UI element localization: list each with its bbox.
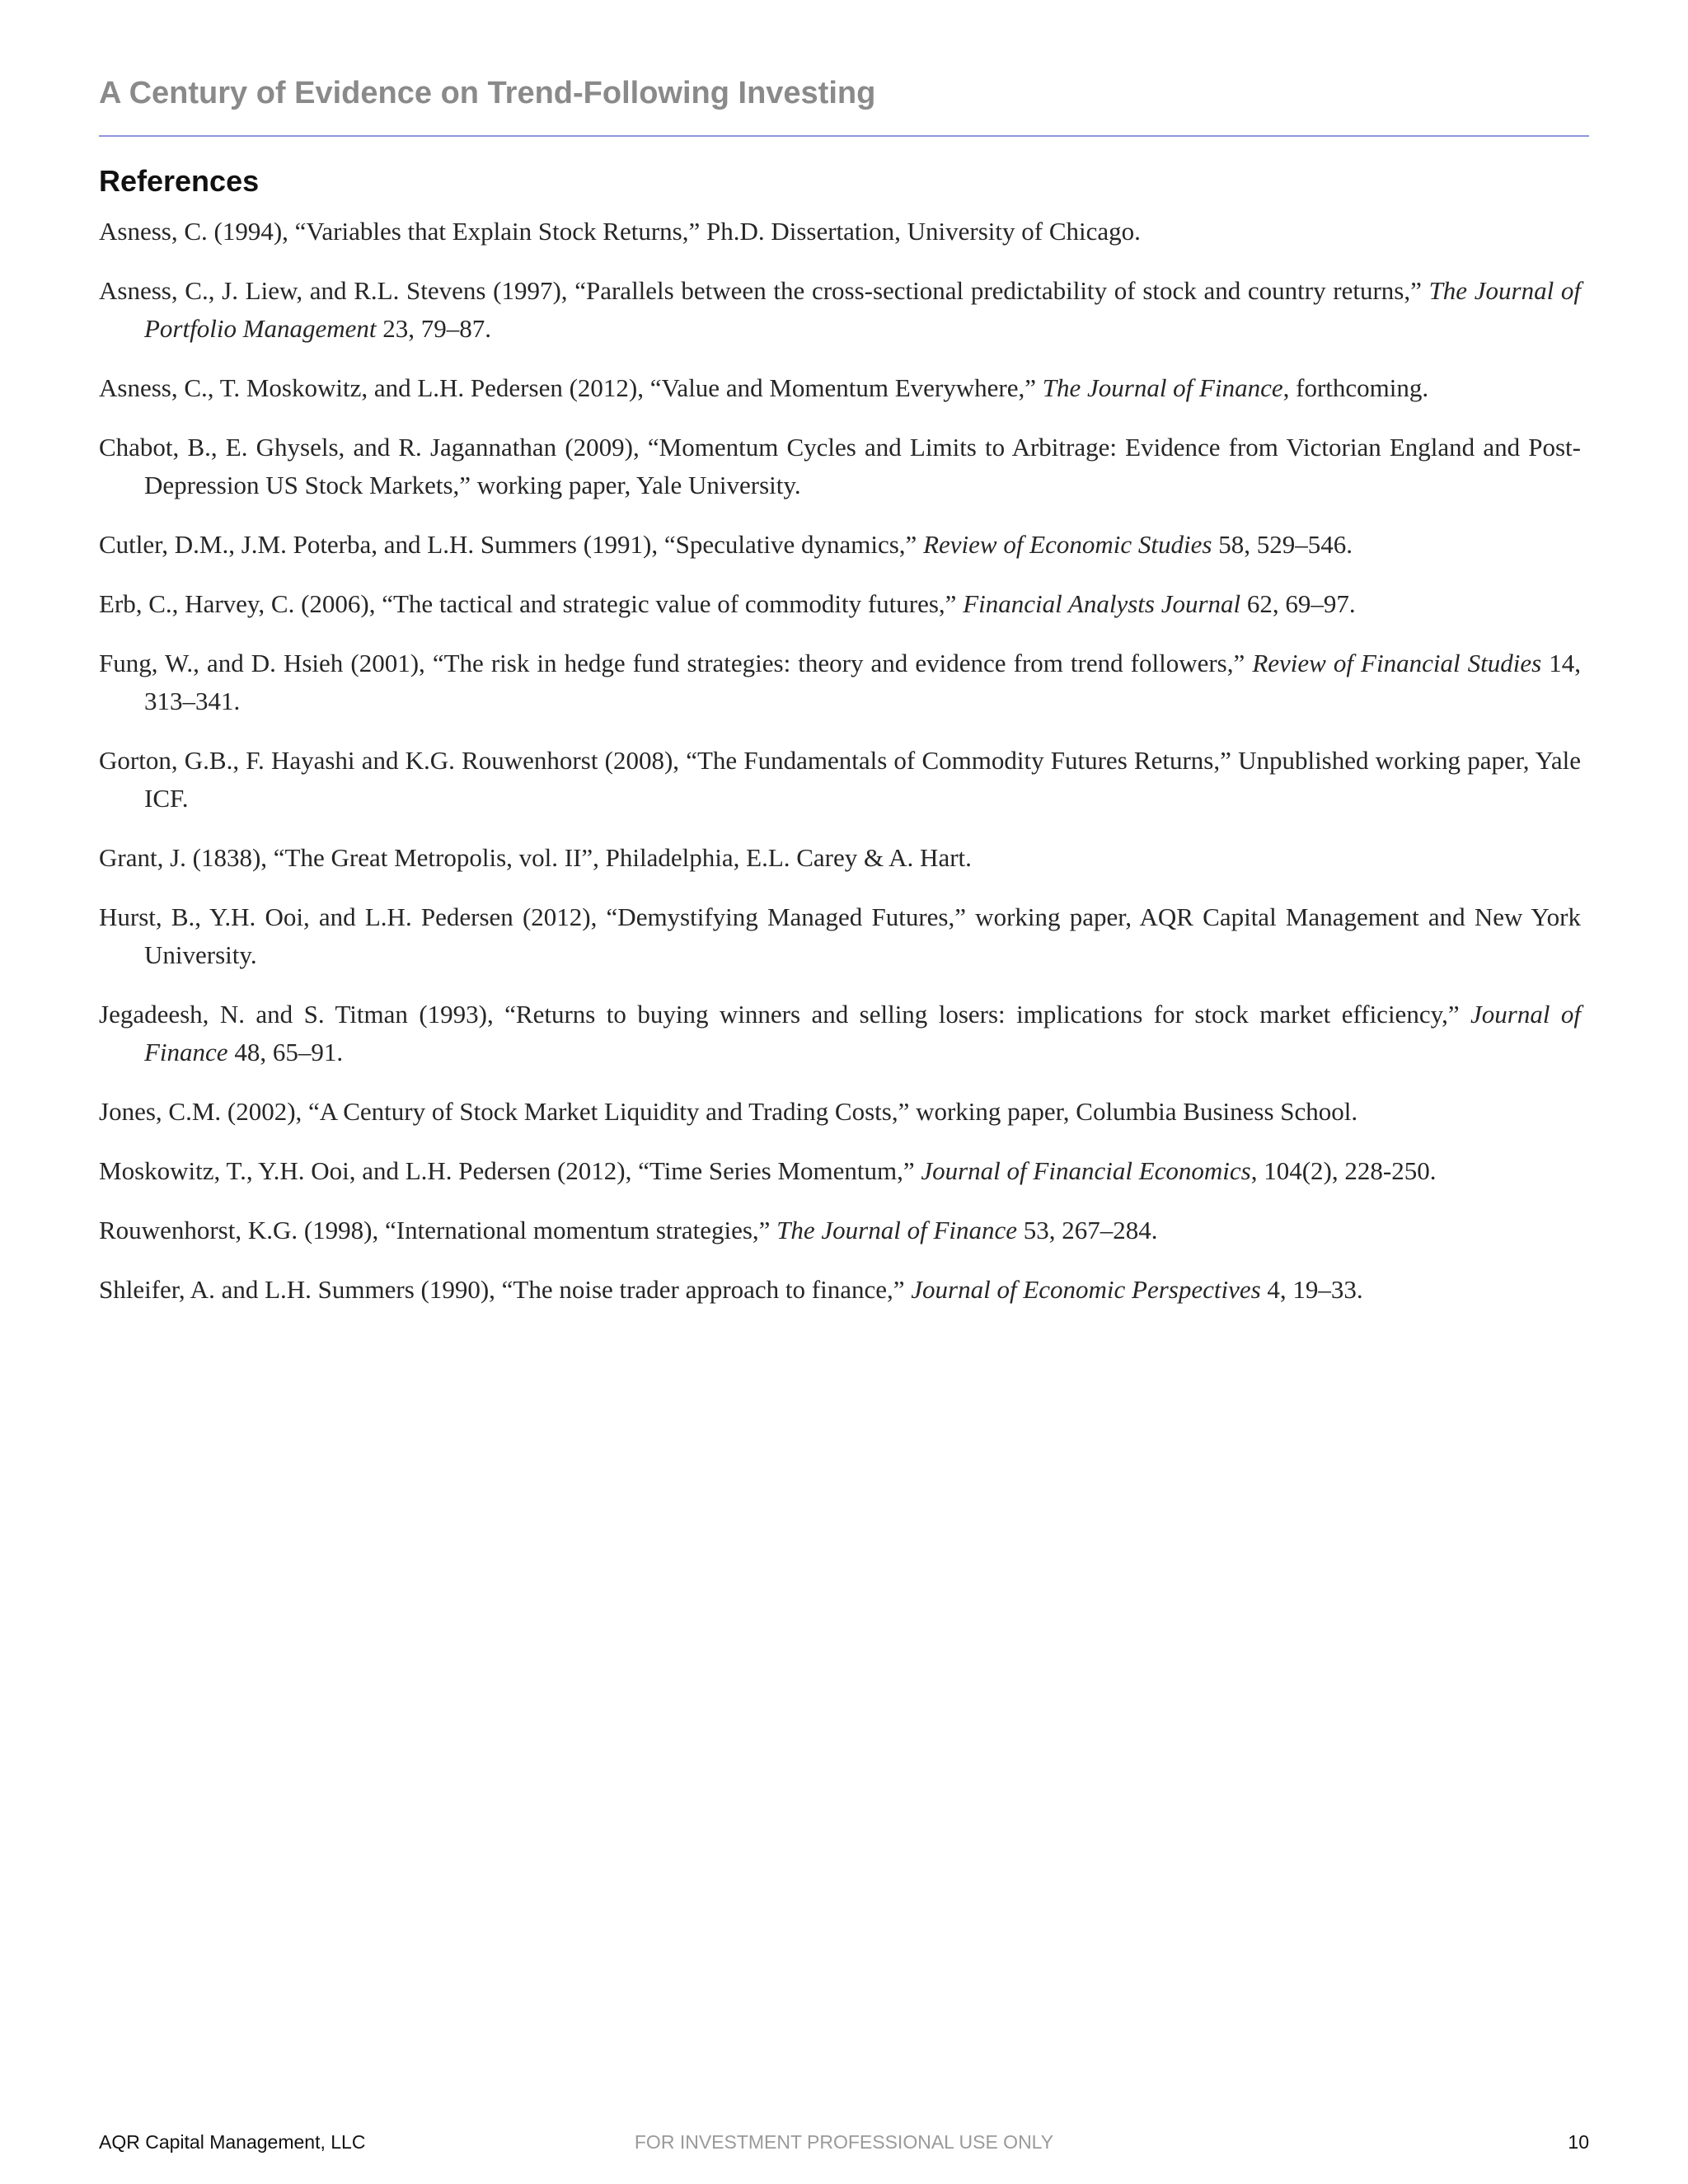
- reference-journal: The Journal of Portfolio Management: [144, 276, 1581, 343]
- reference-text: Jones, C.M. (2002), “A Century of Stock Market Liquidity and Trading Costs,” working paper, Columbia Business School.: [99, 1097, 1358, 1126]
- reference-text: Fung, W., and D. Hsieh (2001), “The risk in hedge fund strategies: theory and evidence from trend followers,”: [99, 649, 1253, 677]
- reference-text: Asness, C., J. Liew, and R.L. Stevens (1997), “Parallels between the cross-sectional predictability of stock and country returns,”: [99, 276, 1429, 305]
- reference-details: , forthcoming.: [1282, 373, 1429, 402]
- reference-details: 58, 529–546.: [1212, 530, 1353, 559]
- reference-details: 62, 69–97.: [1240, 589, 1356, 618]
- page-number: 10: [1568, 2131, 1589, 2153]
- reference-journal: Review of Financial Studies: [1252, 649, 1542, 677]
- page-header: [99, 74, 1589, 137]
- reference-item: [99, 526, 1581, 564]
- reference-journal: The Journal of Finance: [1042, 373, 1283, 402]
- reference-journal: The Journal of Finance: [776, 1216, 1018, 1244]
- reference-text: Rouwenhorst, K.G. (1998), “International momentum strategies,”: [99, 1216, 777, 1244]
- section-heading: References: [99, 164, 260, 198]
- reference-details: 23, 79–87.: [376, 314, 492, 343]
- reference-text: Jegadeesh, N. and S. Titman (1993), “Returns to buying winners and selling losers: implications for stock market efficiency,”: [99, 1000, 1471, 1029]
- footer-company: AQR Capital Management, LLC: [99, 2131, 366, 2153]
- reference-item: [99, 272, 1581, 348]
- reference-item: [99, 742, 1581, 818]
- reference-item: [99, 1152, 1581, 1190]
- reference-details: 48, 65–91.: [227, 1038, 344, 1066]
- reference-item: [99, 839, 1581, 877]
- reference-details: , 104(2), 228-250.: [1250, 1156, 1437, 1185]
- reference-item: [99, 369, 1581, 407]
- reference-text: Asness, C. (1994), “Variables that Explain Stock Returns,” Ph.D. Dissertation, University of Chicago.: [99, 217, 1141, 246]
- reference-item: [99, 1093, 1581, 1131]
- reference-journal: Journal of Finance: [144, 1000, 1581, 1066]
- reference-item: [99, 429, 1581, 504]
- reference-details: 14, 313–341.: [144, 649, 1582, 715]
- reference-text: Cutler, D.M., J.M. Poterba, and L.H. Summers (1991), “Speculative dynamics,”: [99, 530, 924, 559]
- reference-details: 53, 267–284.: [1017, 1216, 1158, 1244]
- reference-journal: Journal of Economic Perspectives: [911, 1275, 1261, 1304]
- reference-item: [99, 1271, 1581, 1309]
- reference-journal: Review of Economic Studies: [923, 530, 1212, 559]
- reference-text: Hurst, B., Y.H. Ooi, and L.H. Pedersen (2012), “Demystifying Managed Futures,” working paper, AQR Capital Management and New York University.: [99, 902, 1581, 969]
- reference-item: [99, 644, 1581, 720]
- reference-details: 4, 19–33.: [1260, 1275, 1363, 1304]
- reference-item: [99, 213, 1581, 251]
- reference-text: Asness, C., T. Moskowitz, and L.H. Pedersen (2012), “Value and Momentum Everywhere,”: [99, 373, 1043, 402]
- reference-text: Grant, J. (1838), “The Great Metropolis, vol. II”, Philadelphia, E.L. Carey & A. Hart.: [99, 843, 972, 872]
- reference-text: Shleifer, A. and L.H. Summers (1990), “The noise trader approach to finance,”: [99, 1275, 912, 1304]
- page-footer: [99, 2131, 1589, 2164]
- reference-item: [99, 996, 1581, 1071]
- reference-item: [99, 898, 1581, 974]
- reference-text: Moskowitz, T., Y.H. Ooi, and L.H. Pedersen (2012), “Time Series Momentum,”: [99, 1156, 921, 1185]
- reference-journal: Journal of Financial Economics: [921, 1156, 1251, 1185]
- reference-item: [99, 1212, 1581, 1249]
- running-title: A Century of Evidence on Trend-Following Investing: [99, 76, 876, 110]
- footer-disclaimer: FOR INVESTMENT PROFESSIONAL USE ONLY: [634, 2131, 1054, 2153]
- reference-text: Chabot, B., E. Ghysels, and R. Jagannathan (2009), “Momentum Cycles and Limits to Arbitrage: Evidence from Victorian England and Post-Depression US Stock Markets,” working paper, Yale University.: [99, 433, 1581, 499]
- reference-journal: Financial Analysts Journal: [963, 589, 1241, 618]
- reference-list: [99, 213, 1581, 1330]
- reference-text: Gorton, G.B., F. Hayashi and K.G. Rouwenhorst (2008), “The Fundamentals of Commodity Futures Returns,” Unpublished working paper, Yale ICF.: [99, 746, 1581, 813]
- reference-text: Erb, C., Harvey, C. (2006), “The tactical and strategic value of commodity futures,”: [99, 589, 964, 618]
- reference-item: [99, 585, 1581, 623]
